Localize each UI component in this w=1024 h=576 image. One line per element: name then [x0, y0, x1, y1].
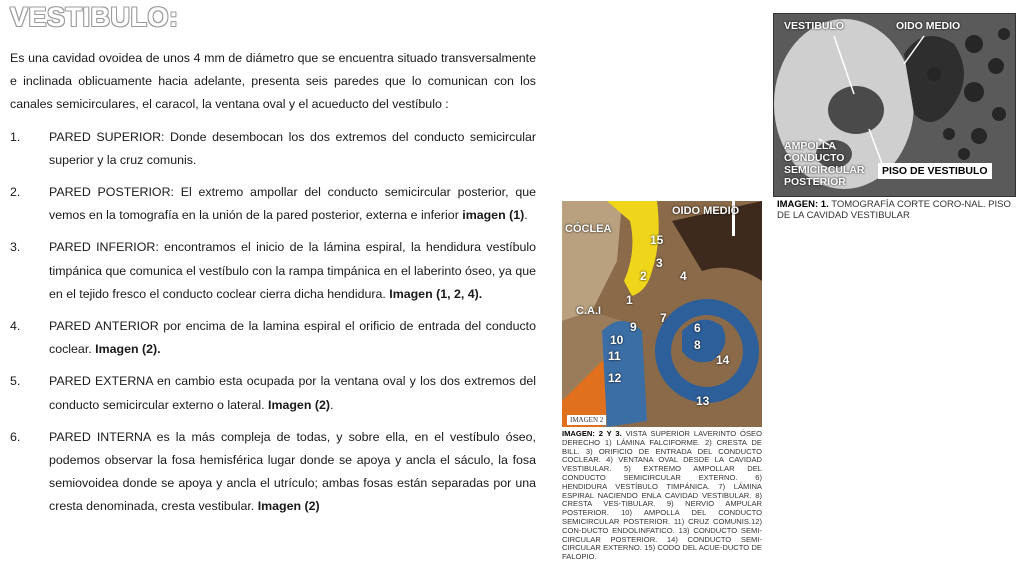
image-reference: Imagen (2).	[95, 342, 161, 357]
item-text: PARED INTERNA es la más compleja de todas, y sobre ella, en el vestíbulo óseo, podemos observar la fosa hemisférica lugar donde se apoya y ancla el sáculo, la fosa semiovoidea donde se apoya y ancla el utrículo; ambas fosas están separadas por una cresta denominada, cresta vestibular.	[49, 429, 536, 514]
image-reference: Imagen (2)	[268, 397, 330, 412]
item-number: 5.	[10, 374, 21, 389]
item-text: PARED EXTERNA en cambio esta ocupada por la ventana oval y los dos extremos del conducto semicircular externo o lateral.	[49, 374, 536, 412]
item-text: PARED SUPERIOR: Donde desembocan los dos extremos del conducto semicircular superior y la cruz comunis.	[49, 129, 536, 167]
item-punct: .	[329, 397, 334, 412]
marker-1: 1	[626, 293, 633, 307]
marker-7: 7	[660, 311, 667, 325]
body-text	[10, 47, 536, 528]
caption-title: IMAGEN: 2 Y 3.	[562, 429, 622, 438]
marker-4: 4	[680, 269, 687, 283]
item-punct: .	[524, 208, 528, 223]
marker-2: 2	[640, 269, 647, 283]
list-item	[10, 126, 536, 172]
page-title: VESTIBULO:	[10, 2, 179, 32]
intro-paragraph: Es una cavidad ovoidea de unos 4 mm de diámetro que se encuentra situado transversalmente e inclinada oblicuamente hacia adelante, presenta seis paredes que lo comunican con los canales semicirculares, el caracol, la ventana oval y el acueducto del vestíbulo :	[10, 51, 536, 112]
marker-6: 6	[694, 321, 701, 335]
item-text: PARED INFERIOR: encontramos el inicio de la lámina espiral, la hendidura vestíbulo timpánica que comunica el vestíbulo con la rampa timpánica en el laberinto óseo, ya que en el tejido fresco el conducto coclear cierra dicha hendidura.	[49, 240, 536, 301]
marker-8: 8	[694, 338, 701, 352]
walls-list	[10, 126, 536, 519]
item-number: 2.	[10, 185, 21, 200]
list-item	[10, 236, 536, 306]
image-reference: imagen (1)	[462, 208, 525, 223]
item-text: PARED ANTERIOR por encima de la lamina espiral el orificio de entrada del conducto coclear.	[49, 319, 536, 357]
list-item	[10, 315, 536, 361]
item-number: 4.	[10, 319, 21, 334]
image2-caption	[562, 430, 762, 562]
image-tag: IMAGEN 2	[567, 415, 606, 425]
item-number: 1.	[10, 129, 21, 144]
list-item	[10, 181, 536, 227]
marker-15: 15	[650, 233, 664, 247]
labyrinth-specimen-image	[562, 201, 762, 427]
list-item	[10, 370, 536, 416]
item-number: 6.	[10, 429, 21, 444]
marker-9: 9	[630, 320, 637, 334]
label-oido-medio: OIDO MEDIO	[896, 20, 961, 32]
item-number: 3.	[10, 240, 21, 255]
list-item	[10, 426, 536, 519]
item-text: PARED POSTERIOR: El extremo ampollar del conducto semicircular posterior, que vemos en la tomografía en la unión de la pared posterior, externa e inferior	[49, 185, 536, 223]
ct-scan-image	[773, 13, 1016, 197]
label-vestibulo: VESTIBULO	[784, 20, 845, 32]
marker-12: 12	[608, 371, 622, 385]
marker-13: 13	[696, 394, 710, 408]
label-oido-medio: OIDO MEDIO	[672, 205, 740, 217]
label-piso-vestibulo: PISO DE VESTIBULO	[878, 163, 992, 179]
marker-14: 14	[716, 353, 730, 367]
marker-10: 10	[610, 333, 624, 347]
caption-text: TOMOGRAFÍA CORTE CORO-NAL. PISO DE LA CAVIDAD VESTIBULAR	[777, 199, 1011, 221]
label-coclea: CÓCLEA	[565, 223, 612, 235]
marker-11: 11	[608, 349, 621, 363]
marker-3: 3	[656, 256, 663, 270]
caption-text: VISTA SUPERIOR LAVERINTO ÓSEO DERECHO 1) LÁMINA FALCIFORME. 2) CRESTA DE BILL. 3) ORIFICIO DE ENTRADA DEL CONDUCTO COCLEAR. 4) VENTANA OVAL DESDE LA CAVIDAD VESTIBULAR. 5) EXTREMO AMPOLLAR DEL CONDUCTO SEMICIRCULAR EXTERNO. 6) HENDIDURA VESTÍBULO TIMPÁNICA. 7) LÁMINA ESPIRAL NACIENDO ENLA CAVIDAD VESTIBULAR. 8) CRESTA VES-TIBULAR. 9) NERVIO AMPULAR POSTERIOR. 10) AMPOLLA DEL CONDUCTO SEMICIRCULAR POSTERIOR. 11) CRUZ COMUNIS.12) CON-DUCTO ENDOLINFATICO. 13) CONDUCTO SEMI-CIRCULAR POSTERIOR. 14) CONDUCTO SEMI-CIRCULAR EXTERNO. 15) CODO DEL ACUE-DUCTO DE FALOPIO.	[562, 429, 762, 562]
image1-caption	[777, 199, 1017, 221]
label-cai: C.A.I	[576, 305, 602, 317]
caption-title: IMAGEN: 1.	[777, 199, 829, 210]
image-reference: Imagen (1, 2, 4).	[389, 286, 483, 301]
image-reference: Imagen (2)	[257, 499, 320, 514]
label-ampolla: AMPOLLA CONDUCTO SEMICIRCULAR POSTERIOR	[784, 140, 865, 188]
